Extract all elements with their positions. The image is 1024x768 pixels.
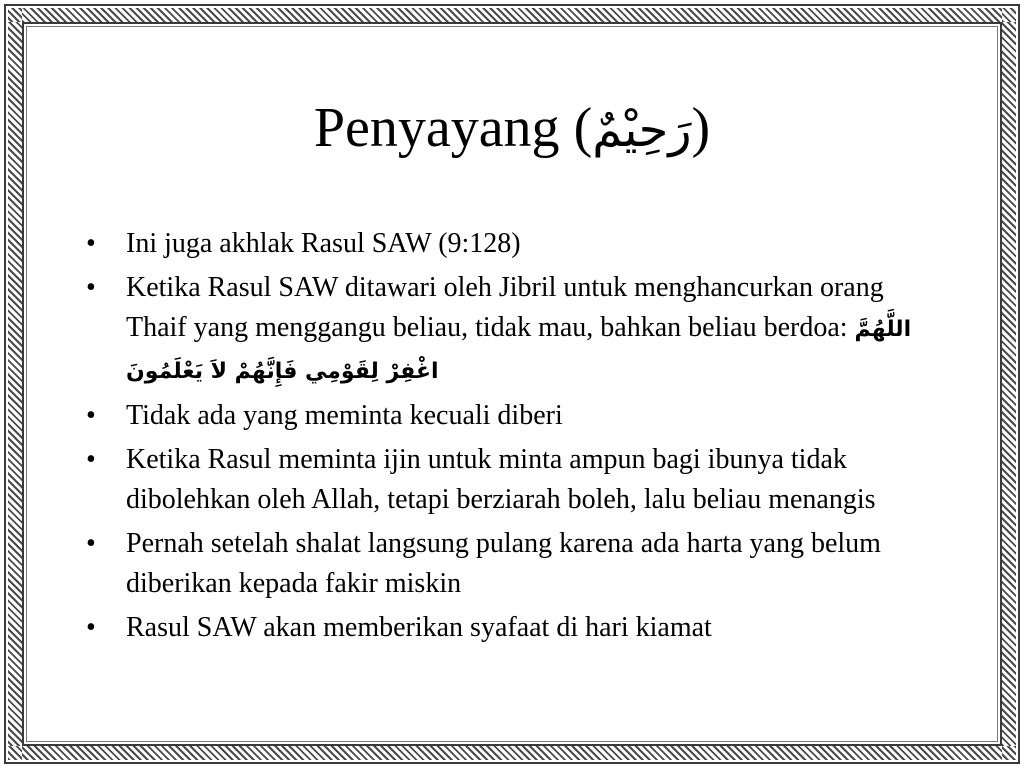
bullet-icon: • (86, 444, 96, 475)
bullet-icon: • (86, 228, 96, 259)
bullet-text: Ketika Rasul SAW ditawari oleh Jibril untuk menghancurkan orang Thaif yang menggangu beliau, tidak mau, bahkan beliau berdoa: (126, 272, 884, 343)
bullet-text: Ini juga akhlak Rasul SAW (9:128) (126, 228, 521, 259)
bullet-icon: • (86, 400, 96, 431)
title-latin: Penyayang (313, 97, 560, 159)
bullet-icon: • (86, 272, 96, 303)
bullet-text: Tidak ada yang meminta kecuali diberi (126, 400, 563, 431)
bullet-text: Ketika Rasul meminta ijin untuk minta ampun bagi ibunya tidak dibolehkan oleh Allah, tetapi berziarah boleh, lalu beliau menangis (126, 444, 876, 515)
title-open-paren: ( (559, 97, 593, 159)
bullet-arabic-prayer: اللَّهُمَّ اغْفِرْ لِقَوْمِي فَإِنَّهُمْ لاَ يَعْلَمُونَ (126, 317, 912, 384)
bullet-item (84, 268, 944, 392)
bullet-item (84, 224, 944, 264)
title-close-paren: ) (691, 97, 711, 159)
bullet-list-container (84, 224, 944, 652)
bullet-item (84, 524, 944, 604)
title-arabic: رَحِيْمٌ (592, 102, 692, 158)
bullet-icon: • (86, 528, 96, 559)
bullet-list (84, 224, 944, 648)
slide-title (0, 98, 1024, 160)
bullet-icon: • (86, 612, 96, 643)
bullet-item (84, 396, 944, 436)
bullet-text: Pernah setelah shalat langsung pulang karena ada harta yang belum diberikan kepada fakir miskin (126, 528, 881, 599)
bullet-item (84, 608, 944, 648)
bullet-text: Rasul SAW akan memberikan syafaat di hari kiamat (126, 612, 712, 643)
bullet-item (84, 440, 944, 520)
